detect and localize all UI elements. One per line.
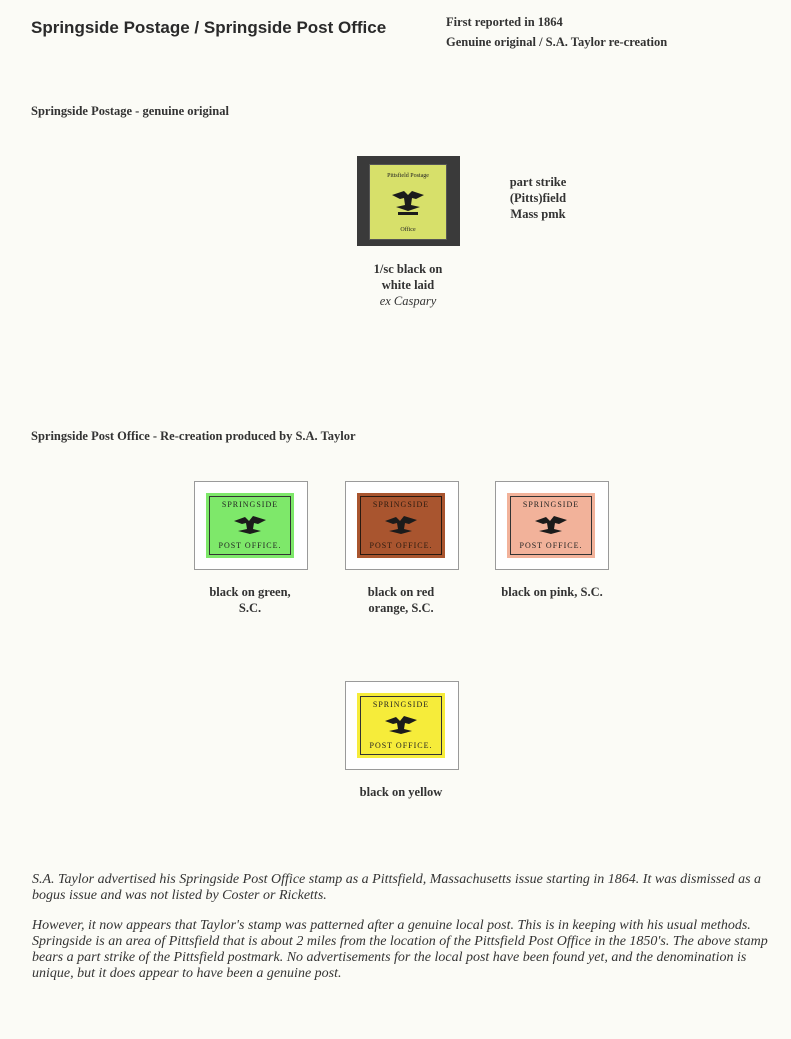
first-reported-note: First reported in 1864 bbox=[446, 15, 563, 29]
stamp-top-text: SPRINGSIDE bbox=[221, 500, 279, 509]
stamp-mount-yellow bbox=[345, 681, 459, 770]
recreation-stamp-red-orange bbox=[357, 493, 445, 558]
genuine-stamp-bottom-text: Office bbox=[400, 227, 416, 233]
caption-green bbox=[180, 584, 320, 616]
genuine-stamp-mount bbox=[357, 156, 460, 246]
genuine-caption bbox=[350, 261, 466, 309]
caption-yellow bbox=[331, 784, 471, 800]
stamp-top-text: SPRINGSIDE bbox=[522, 500, 580, 509]
recreation-stamp-yellow bbox=[357, 693, 445, 758]
stamp-mount-red-orange bbox=[345, 481, 459, 570]
eagle-icon bbox=[233, 512, 267, 538]
postmark-note bbox=[486, 174, 590, 222]
provenance-note: ex Caspary bbox=[379, 294, 437, 308]
caption-line: black on yellow bbox=[359, 785, 443, 799]
eagle-icon bbox=[384, 512, 418, 538]
stamp-bottom-text: POST OFFICE. bbox=[218, 541, 282, 550]
postmark-note-line: Mass pmk bbox=[510, 207, 566, 221]
caption-line: black on pink, S.C. bbox=[501, 585, 603, 599]
genuine-section-heading: Springside Postage - genuine original bbox=[31, 104, 229, 118]
genuine-recreation-note: Genuine original / S.A. Taylor re-creation bbox=[446, 35, 668, 49]
body-paragraph-1: S.A. Taylor advertised his Springside Post Office stamp as a Pittsfield, Massachusetts issue starting in 1864. It was dismissed as a bogus issue and was not listed by Coster or Ricketts. bbox=[32, 872, 762, 903]
page-title: Springside Postage / Springside Post Office bbox=[31, 18, 387, 37]
genuine-caption-line: 1/sc black on bbox=[373, 262, 443, 276]
recreation-stamp-green bbox=[206, 493, 294, 558]
stamp-mount-green bbox=[194, 481, 308, 570]
genuine-caption-line: white laid bbox=[381, 278, 435, 292]
eagle-icon bbox=[534, 512, 568, 538]
genuine-stamp bbox=[369, 164, 447, 240]
recreation-stamp-pink bbox=[507, 493, 595, 558]
stamp-mount-pink bbox=[495, 481, 609, 570]
caption-line: black on red bbox=[367, 585, 435, 599]
body-paragraph-2: However, it now appears that Taylor's stamp was patterned after a genuine local post. This is in keeping with his usual methods. Springside is an area of Pittsfield that is about 2 miles from the location of the Pittsfield Post Office in the 1850's. The above stamp bears a part strike of the Pittsfield postmark. No advertisements for the local post have been found yet, and the denomination is unique, but it does appear to have been a genuine post. bbox=[32, 918, 768, 981]
postmark-note-line: (Pitts)field bbox=[509, 191, 567, 205]
stamp-top-text: SPRINGSIDE bbox=[372, 500, 430, 509]
caption-pink bbox=[476, 584, 628, 600]
stamp-bottom-text: POST OFFICE. bbox=[519, 541, 583, 550]
stamp-top-text: SPRINGSIDE bbox=[372, 700, 430, 709]
eagle-icon bbox=[384, 712, 418, 738]
caption-line: S.C. bbox=[238, 601, 262, 615]
caption-red-orange bbox=[331, 584, 471, 616]
genuine-stamp-top-text: Pittsfield Postage bbox=[387, 173, 429, 179]
caption-line: orange, S.C. bbox=[368, 601, 434, 615]
eagle-icon bbox=[390, 185, 426, 219]
stamp-bottom-text: POST OFFICE. bbox=[369, 541, 433, 550]
postmark-note-line: part strike bbox=[509, 175, 567, 189]
caption-line: black on green, bbox=[209, 585, 291, 599]
stamp-bottom-text: POST OFFICE. bbox=[369, 741, 433, 750]
recreation-section-heading: Springside Post Office - Re-creation produced by S.A. Taylor bbox=[31, 429, 356, 443]
